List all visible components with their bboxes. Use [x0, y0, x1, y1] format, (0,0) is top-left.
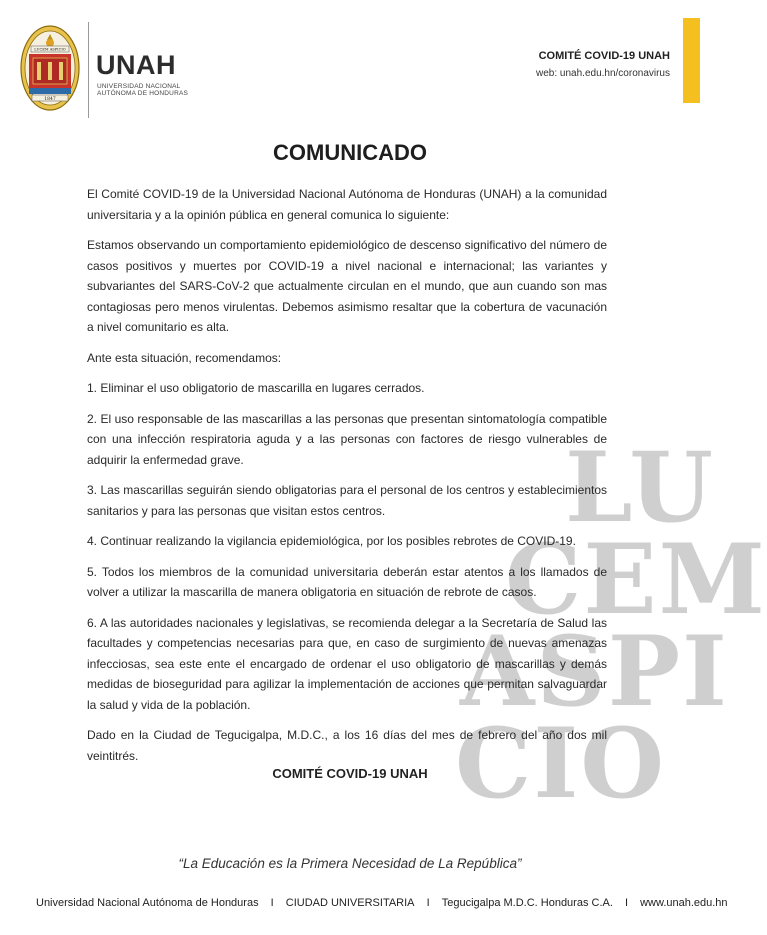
closing-paragraph: Dado en la Ciudad de Tegucigalpa, M.D.C., a los 16 días del mes de febrero del año dos mil veintitrés.: [87, 728, 607, 763]
context-paragraph: Estamos observando un comportamiento epidemiológico de descenso significativo del número de casos positivos y muertes por COVID-19 a nivel nacional e internacional; las variantes y subvariantes del SARS-CoV-2 que actualmente circulan en el mundo, que aun cuando son mas contagiosas pero menos virulentas. Debemos asimismo resaltar que la cobertura de vacunación a nivel comunitario es alta.: [87, 238, 607, 334]
logo-subtitle-line2: AUTÓNOMA DE HONDURAS: [97, 90, 189, 97]
footer-motto: “La Educación es la Primera Necesidad de La República”: [178, 856, 522, 871]
document-title: COMUNICADO: [273, 140, 427, 165]
recommendation-item: 1. Eliminar el uso obligatorio de mascarilla en lugares cerrados.: [87, 381, 425, 395]
signature: COMITÉ COVID-19 UNAH: [272, 766, 428, 781]
footer-separator: I: [624, 897, 629, 909]
accent-bar: [683, 18, 700, 103]
logo-title: UNAH: [96, 50, 176, 80]
watermark-line: LU: [565, 431, 715, 544]
recommendation-item: 3. Las mascarillas seguirán siendo obligatorias para el personal de los centros y establecimientos sanitarios y para las personas que visitan estos centros.: [87, 483, 607, 518]
svg-text:LUCEM ASPICIO: LUCEM ASPICIO: [34, 47, 66, 52]
watermark-line: CEM: [505, 523, 767, 636]
footer-separator: I: [426, 897, 430, 909]
header-web-link[interactable]: web: unah.edu.hn/coronavirus: [536, 68, 670, 79]
watermark-line: CIO: [455, 707, 666, 820]
recommendation-item: 6. A las autoridades nacionales y legislativas, se recomienda delegar a la Secretaría de Salud las facultades y competencias necesarias para que, en caso de surgimiento de nuevas amenazas infecciosas, sea este ente el encargado de ordenar el uso obligatorio de mascarillas y demás medidas de bioseguridad para agilizar la implementación de acciones que permitan salvaguardar la salud y vida de la población.: [87, 615, 607, 712]
intro-paragraph: El Comité COVID-19 de la Universidad Nacional Autónoma de Honduras (UNAH) a la comunidad universitaria y a la opinión pública en general comunica lo siguiente:: [87, 187, 607, 222]
logo-subtitle-line1: UNIVERSIDAD NACIONAL: [97, 83, 181, 90]
footer-bar: [36, 897, 728, 909]
footer-university: Universidad Nacional Autónoma de Honduras: [36, 897, 259, 909]
recommendation-item: 2. El uso responsable de las mascarillas a las personas que presentan sintomatología compatible con una infección respiratoria aguda y a las personas con factores de riesgo vulnerables de adquirir la enfermedad grave.: [87, 411, 607, 467]
recommendation-item: 5. Todos los miembros de la comunidad universitaria deberán estar atentos a los llamados de volver a utilizar la mascarilla de manera obligatoria en situación de rebrote de casos.: [87, 564, 607, 599]
recommendation-item: 4. Continuar realizando la vigilancia epidemiológica, por los posibles rebrotes de COVID-19.: [87, 534, 576, 548]
watermark-line: ASPI: [460, 615, 729, 728]
header-divider: [88, 22, 89, 118]
footer-campus: CIUDAD UNIVERSITARIA: [285, 897, 415, 909]
recommendations-lead: Ante esta situación, recomendamos:: [87, 350, 282, 365]
svg-text:1847: 1847: [44, 96, 56, 102]
header-committee: COMITÉ COVID-19 UNAH: [538, 50, 670, 62]
document-body: [87, 184, 607, 776]
footer-location: Tegucigalpa M.D.C. Honduras C.A.: [441, 897, 613, 909]
unah-seal-logo: [20, 25, 80, 111]
footer-separator: I: [270, 897, 274, 909]
footer-website-link[interactable]: www.unah.edu.hn: [640, 897, 728, 909]
